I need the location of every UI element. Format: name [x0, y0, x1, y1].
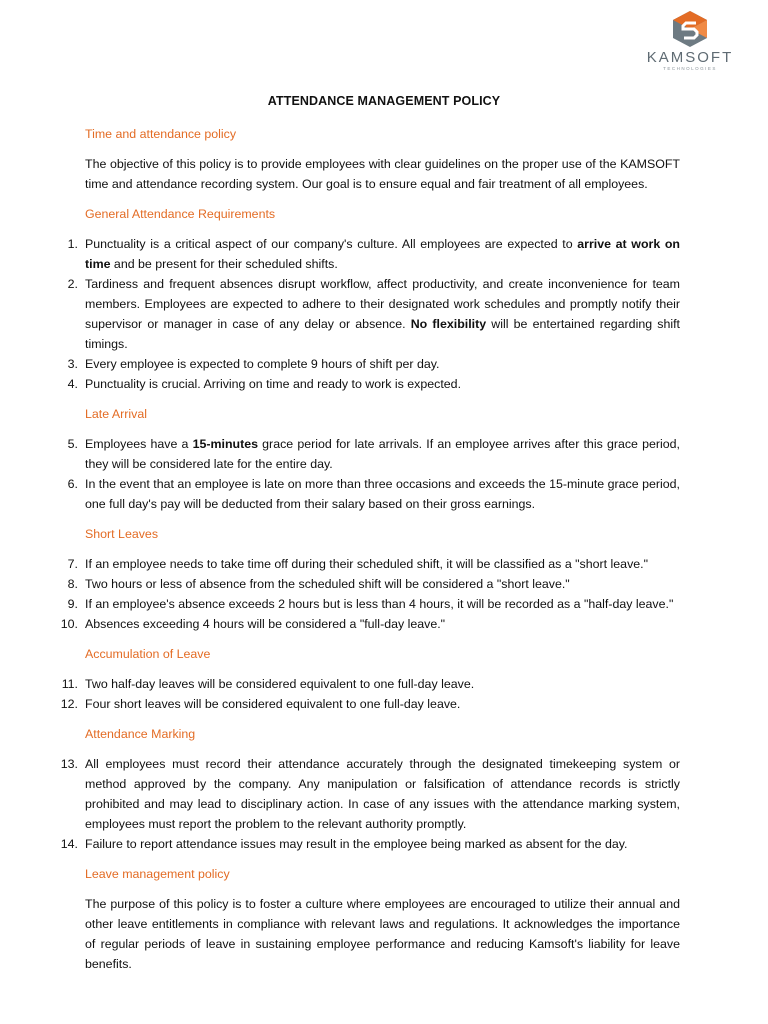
section-heading: Leave management policy — [85, 867, 230, 881]
section-paragraph: The purpose of this policy is to foster a culture where employees are encouraged to utilize their annual and other leave entitlements in compliance with relevant laws and regulations. It acknowledges the importance of regular periods of leave in sustaining employee performance and reducing Kamsoft's liability for leave benefits. — [85, 897, 680, 971]
list-item-text: Two hours or less of absence from the scheduled shift will be considered a "short leave." — [85, 577, 570, 591]
document-body — [60, 124, 680, 974]
list-item-text: will be entertained regarding shift timings. — [85, 317, 680, 351]
numbered-list — [60, 674, 680, 714]
list-item-text: Tardiness and frequent absences disrupt workflow, affect productivity, and create inconvenience for team members. Employees are expected to adhere to their designated work schedules and promptly notify their supervisor or manager in case of any delay or absence. — [85, 277, 680, 331]
list-item-text: Failure to report attendance issues may result in the employee being marked as absent for the day. — [85, 837, 628, 851]
numbered-list — [60, 754, 680, 854]
list-item-text: Four short leaves will be considered equivalent to one full-day leave. — [85, 697, 461, 711]
list-item-number: 13. — [60, 757, 78, 771]
section-heading: Time and attendance policy — [85, 127, 237, 141]
list-item-text: In the event that an employee is late on more than three occasions and exceeds the 15-minute grace period, one full day's pay will be deducted from their salary based on their gross earnings. — [85, 477, 680, 511]
list-item-number: 6. — [67, 477, 78, 491]
section-paragraph: The objective of this policy is to provide employees with clear guidelines on the proper use of the KAMSOFT time and attendance recording system. Our goal is to ensure equal and fair treatment of all employees. — [85, 157, 680, 191]
list-item-text: and be present for their scheduled shifts. — [110, 257, 338, 271]
list-item-text: Punctuality is crucial. Arriving on time and ready to work is expected. — [85, 377, 462, 391]
list-item-text: Absences exceeding 4 hours will be considered a "full-day leave." — [85, 617, 446, 631]
section-heading: Late Arrival — [85, 407, 147, 421]
list-item-number: 5. — [67, 437, 78, 451]
list-item-number: 14. — [60, 837, 78, 851]
numbered-list — [60, 434, 680, 514]
list-item — [60, 474, 680, 514]
numbered-list — [60, 554, 680, 634]
list-item-number: 12. — [60, 697, 78, 711]
company-logo — [640, 10, 740, 71]
list-item-text: Punctuality is a critical aspect of our company's culture. All employees are expected to — [85, 237, 578, 251]
list-item — [60, 374, 680, 394]
numbered-list — [60, 234, 680, 394]
list-item-number: 4. — [67, 377, 78, 391]
section-heading: Short Leaves — [85, 527, 159, 541]
list-item-text: Two half-day leaves will be considered equivalent to one full-day leave. — [85, 677, 475, 691]
emphasis-text: 15-minutes — [192, 437, 258, 451]
list-item-number: 2. — [67, 277, 78, 291]
list-item — [60, 354, 680, 374]
list-item — [60, 614, 680, 634]
list-item-text: Employees have a — [85, 437, 193, 451]
list-item-number: 7. — [67, 557, 78, 571]
list-item — [60, 834, 680, 854]
list-item-number: 9. — [67, 597, 78, 611]
section-heading: Accumulation of Leave — [85, 647, 211, 661]
document-title: ATTENDANCE MANAGEMENT POLICY — [267, 94, 501, 108]
list-item-text: grace period for late arrivals. If an employee arrives after this grace period, they will be considered late for the entire day. — [85, 437, 680, 471]
list-item — [60, 754, 680, 834]
list-item-text: If an employee needs to take time off during their scheduled shift, it will be classified as a "short leave." — [85, 557, 649, 571]
logo-tagline: TECHNOLOGIES — [663, 66, 717, 71]
list-item — [60, 234, 680, 274]
logo-brand-text: KAMSOFT — [646, 49, 734, 66]
list-item-number: 1. — [67, 237, 78, 251]
list-item — [60, 694, 680, 714]
list-item — [60, 674, 680, 694]
list-item-number: 8. — [67, 577, 78, 591]
emphasis-text: No flexibility — [410, 317, 487, 331]
list-item — [60, 574, 680, 594]
list-item-number: 10. — [60, 617, 78, 631]
list-item-number: 3. — [67, 357, 78, 371]
list-item-number: 11. — [61, 677, 78, 691]
emphasis-text: arrive at work on time — [85, 237, 680, 271]
list-item-text: If an employee's absence exceeds 2 hours but is less than 4 hours, it will be recorded as a "half-day leave." — [85, 597, 674, 611]
list-item — [60, 594, 680, 614]
list-item — [60, 554, 680, 574]
list-item — [60, 434, 680, 474]
kamsoft-logo-icon — [670, 10, 710, 48]
list-item-text: Every employee is expected to complete 9 hours of shift per day. — [85, 357, 440, 371]
section-heading: Attendance Marking — [85, 727, 196, 741]
list-item-text: All employees must record their attendance accurately through the designated timekeeping system or method approved by the company. Any manipulation or falsification of attendance records is strictly prohibited and may lead to disciplinary action. In case of any issues with the attendance marking system, employees must report the problem to the relevant authority promptly. — [85, 757, 680, 831]
section-heading: General Attendance Requirements — [85, 207, 276, 221]
list-item — [60, 274, 680, 354]
